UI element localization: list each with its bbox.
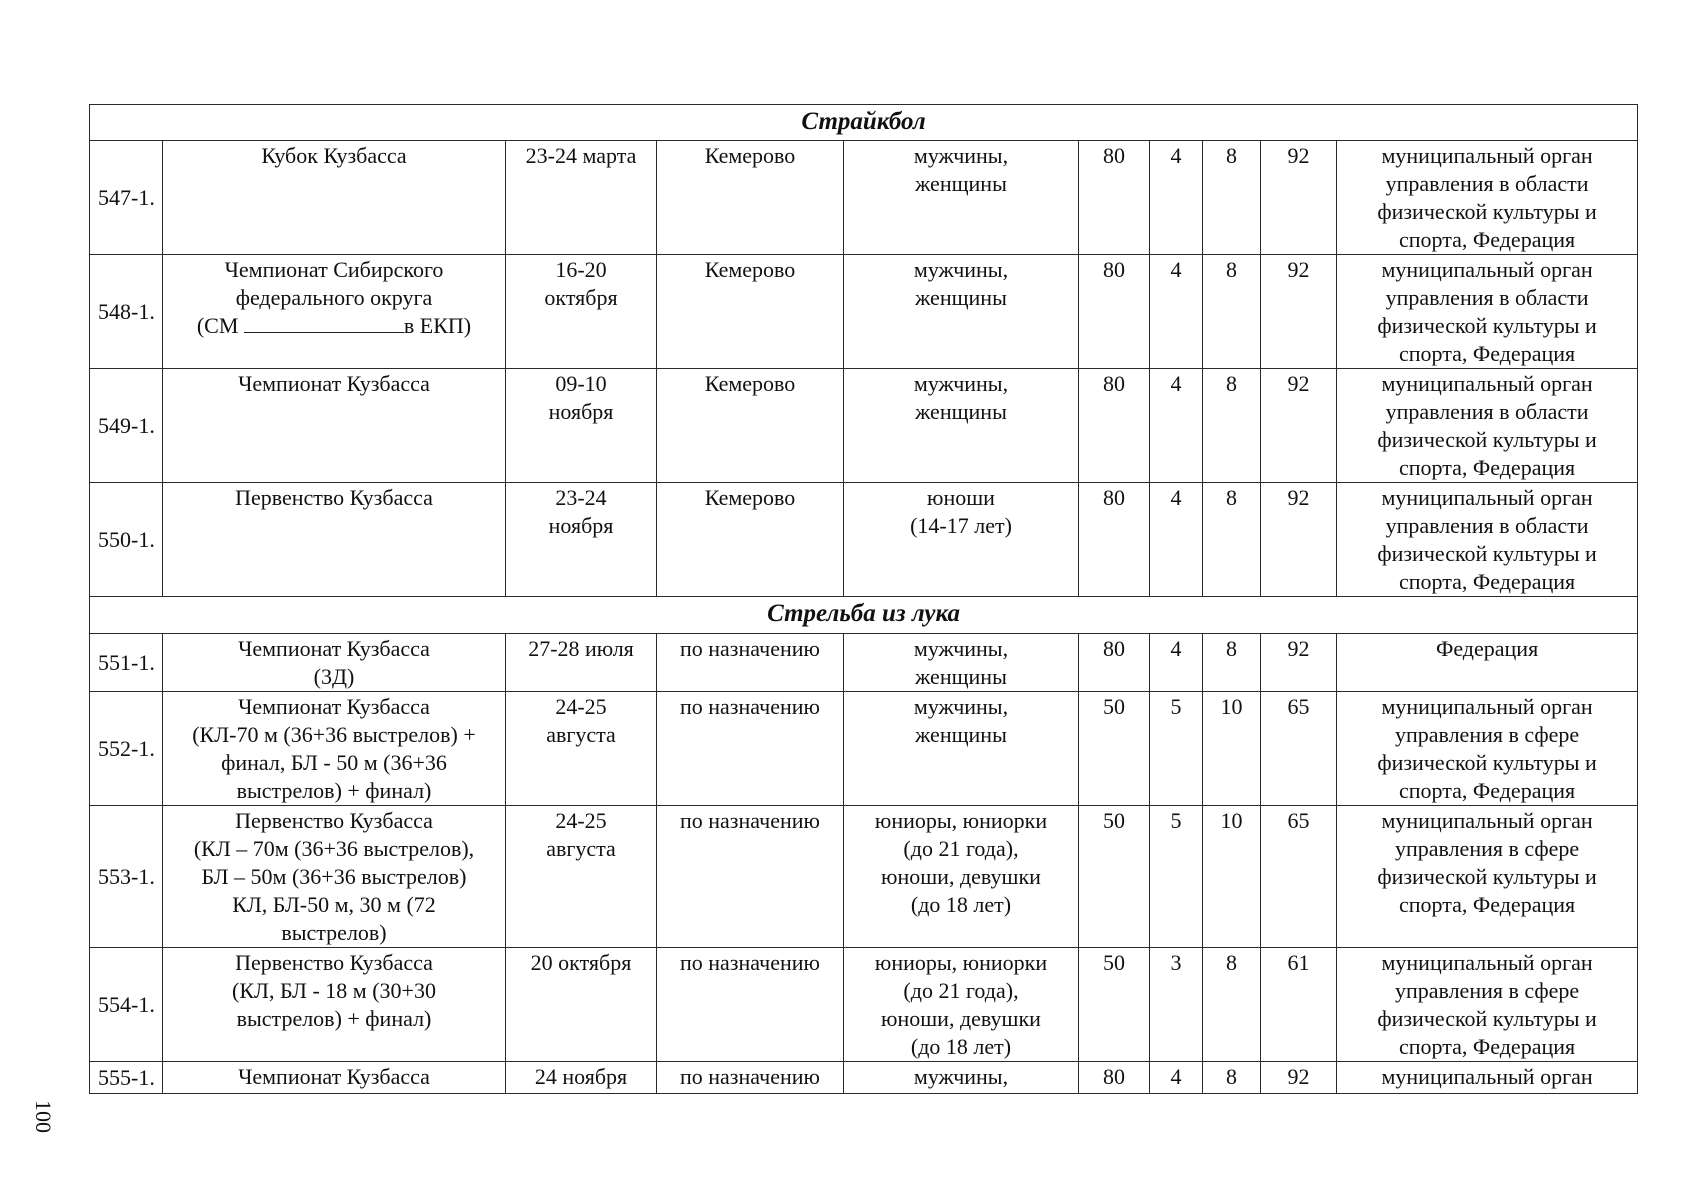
table-row [90, 483, 1638, 597]
event-name: Чемпионат Кузбасса (3Д) [163, 634, 506, 692]
event-participants: юноши (14-17 лет) [844, 483, 1079, 597]
event-participants: мужчины, женщины [844, 255, 1079, 369]
table-row [90, 141, 1638, 255]
event-place: по назначению [657, 692, 844, 806]
event-organizer: муниципальный орган управления в области физической культуры и спорта, Федерация [1337, 255, 1638, 369]
section-row [90, 105, 1638, 141]
count-staff: 8 [1203, 141, 1261, 255]
count-athletes: 50 [1079, 948, 1150, 1062]
event-place: Кемерово [657, 255, 844, 369]
row-number: 555-1. [90, 1062, 163, 1094]
page-number: 100 [31, 1100, 56, 1133]
event-date: 27-28 июля [506, 634, 657, 692]
event-date: 20 октября [506, 948, 657, 1062]
count-judges: 5 [1150, 806, 1203, 948]
count-staff: 8 [1203, 948, 1261, 1062]
blank-line [244, 312, 404, 333]
event-name: Первенство Кузбасса (КЛ – 70м (36+36 выстрелов), БЛ – 50м (36+36 выстрелов) КЛ, БЛ-50 м, 30 м (72 выстрелов) [163, 806, 506, 948]
section-row [90, 597, 1638, 634]
count-total: 92 [1261, 1062, 1337, 1094]
count-judges: 4 [1150, 1062, 1203, 1094]
count-total: 92 [1261, 483, 1337, 597]
count-staff: 8 [1203, 634, 1261, 692]
events-table [89, 104, 1638, 1094]
row-number: 549-1. [90, 369, 163, 483]
event-name: Чемпионат Кузбасса [163, 1062, 506, 1094]
event-date: 09-10 ноября [506, 369, 657, 483]
event-name: Чемпионат Кузбасса (КЛ-70 м (36+36 выстрелов) + финал, БЛ - 50 м (36+36 выстрелов) + финал) [163, 692, 506, 806]
count-judges: 4 [1150, 634, 1203, 692]
count-total: 92 [1261, 141, 1337, 255]
count-staff: 8 [1203, 483, 1261, 597]
count-athletes: 80 [1079, 483, 1150, 597]
event-place: по назначению [657, 634, 844, 692]
count-athletes: 50 [1079, 806, 1150, 948]
count-total: 92 [1261, 369, 1337, 483]
row-number: 548-1. [90, 255, 163, 369]
section-title-strikeball: Страйкбол [90, 105, 1638, 141]
count-judges: 4 [1150, 369, 1203, 483]
event-participants: мужчины, женщины [844, 369, 1079, 483]
event-place: Кемерово [657, 141, 844, 255]
count-total: 61 [1261, 948, 1337, 1062]
row-number: 553-1. [90, 806, 163, 948]
row-number: 547-1. [90, 141, 163, 255]
row-number: 554-1. [90, 948, 163, 1062]
event-name: Первенство Кузбасса [163, 483, 506, 597]
event-place: по назначению [657, 948, 844, 1062]
event-date: 23-24 марта [506, 141, 657, 255]
count-total: 65 [1261, 692, 1337, 806]
event-name: Чемпионат Кузбасса [163, 369, 506, 483]
row-number: 550-1. [90, 483, 163, 597]
event-place: Кемерово [657, 483, 844, 597]
count-total: 92 [1261, 255, 1337, 369]
count-judges: 4 [1150, 483, 1203, 597]
event-organizer: муниципальный орган [1337, 1062, 1638, 1094]
event-organizer: муниципальный орган управления в сфере физической культуры и спорта, Федерация [1337, 692, 1638, 806]
event-participants: юниоры, юниорки (до 21 года), юноши, девушки (до 18 лет) [844, 948, 1079, 1062]
count-athletes: 80 [1079, 141, 1150, 255]
table-row [90, 1062, 1638, 1094]
event-organizer: муниципальный орган управления в области физической культуры и спорта, Федерация [1337, 369, 1638, 483]
row-number: 551-1. [90, 634, 163, 692]
event-organizer: муниципальный орган управления в сфере физической культуры и спорта, Федерация [1337, 948, 1638, 1062]
count-staff: 8 [1203, 255, 1261, 369]
event-organizer: муниципальный орган управления в области физической культуры и спорта, Федерация [1337, 141, 1638, 255]
section-title-archery: Стрельба из лука [90, 597, 1638, 634]
count-athletes: 80 [1079, 369, 1150, 483]
count-judges: 5 [1150, 692, 1203, 806]
event-date: 23-24 ноября [506, 483, 657, 597]
count-total: 92 [1261, 634, 1337, 692]
event-date: 24 ноября [506, 1062, 657, 1094]
event-participants: мужчины, женщины [844, 634, 1079, 692]
event-organizer: Федерация [1337, 634, 1638, 692]
table-row [90, 255, 1638, 369]
count-staff: 8 [1203, 1062, 1261, 1094]
event-place: Кемерово [657, 369, 844, 483]
event-participants: мужчины, женщины [844, 692, 1079, 806]
table-row [90, 692, 1638, 806]
event-name: Чемпионат Сибирского федерального округа (СМ в ЕКП) [163, 255, 506, 369]
event-organizer: муниципальный орган управления в области физической культуры и спорта, Федерация [1337, 483, 1638, 597]
table-row [90, 369, 1638, 483]
event-date: 24-25 августа [506, 692, 657, 806]
event-participants: мужчины, женщины [844, 141, 1079, 255]
count-staff: 10 [1203, 806, 1261, 948]
count-staff: 10 [1203, 692, 1261, 806]
count-athletes: 80 [1079, 255, 1150, 369]
event-date: 24-25 августа [506, 806, 657, 948]
table-row [90, 634, 1638, 692]
count-total: 65 [1261, 806, 1337, 948]
row-number: 552-1. [90, 692, 163, 806]
event-name: Кубок Кузбасса [163, 141, 506, 255]
count-athletes: 80 [1079, 634, 1150, 692]
event-name: Первенство Кузбасса (КЛ, БЛ - 18 м (30+30 выстрелов) + финал) [163, 948, 506, 1062]
count-staff: 8 [1203, 369, 1261, 483]
event-organizer: муниципальный орган управления в сфере физической культуры и спорта, Федерация [1337, 806, 1638, 948]
event-participants: юниоры, юниорки (до 21 года), юноши, девушки (до 18 лет) [844, 806, 1079, 948]
table-row [90, 948, 1638, 1062]
count-judges: 4 [1150, 141, 1203, 255]
count-athletes: 80 [1079, 1062, 1150, 1094]
event-date: 16-20 октября [506, 255, 657, 369]
count-judges: 4 [1150, 255, 1203, 369]
event-participants: мужчины, [844, 1062, 1079, 1094]
event-place: по назначению [657, 806, 844, 948]
event-place: по назначению [657, 1062, 844, 1094]
count-athletes: 50 [1079, 692, 1150, 806]
table-row [90, 806, 1638, 948]
count-judges: 3 [1150, 948, 1203, 1062]
